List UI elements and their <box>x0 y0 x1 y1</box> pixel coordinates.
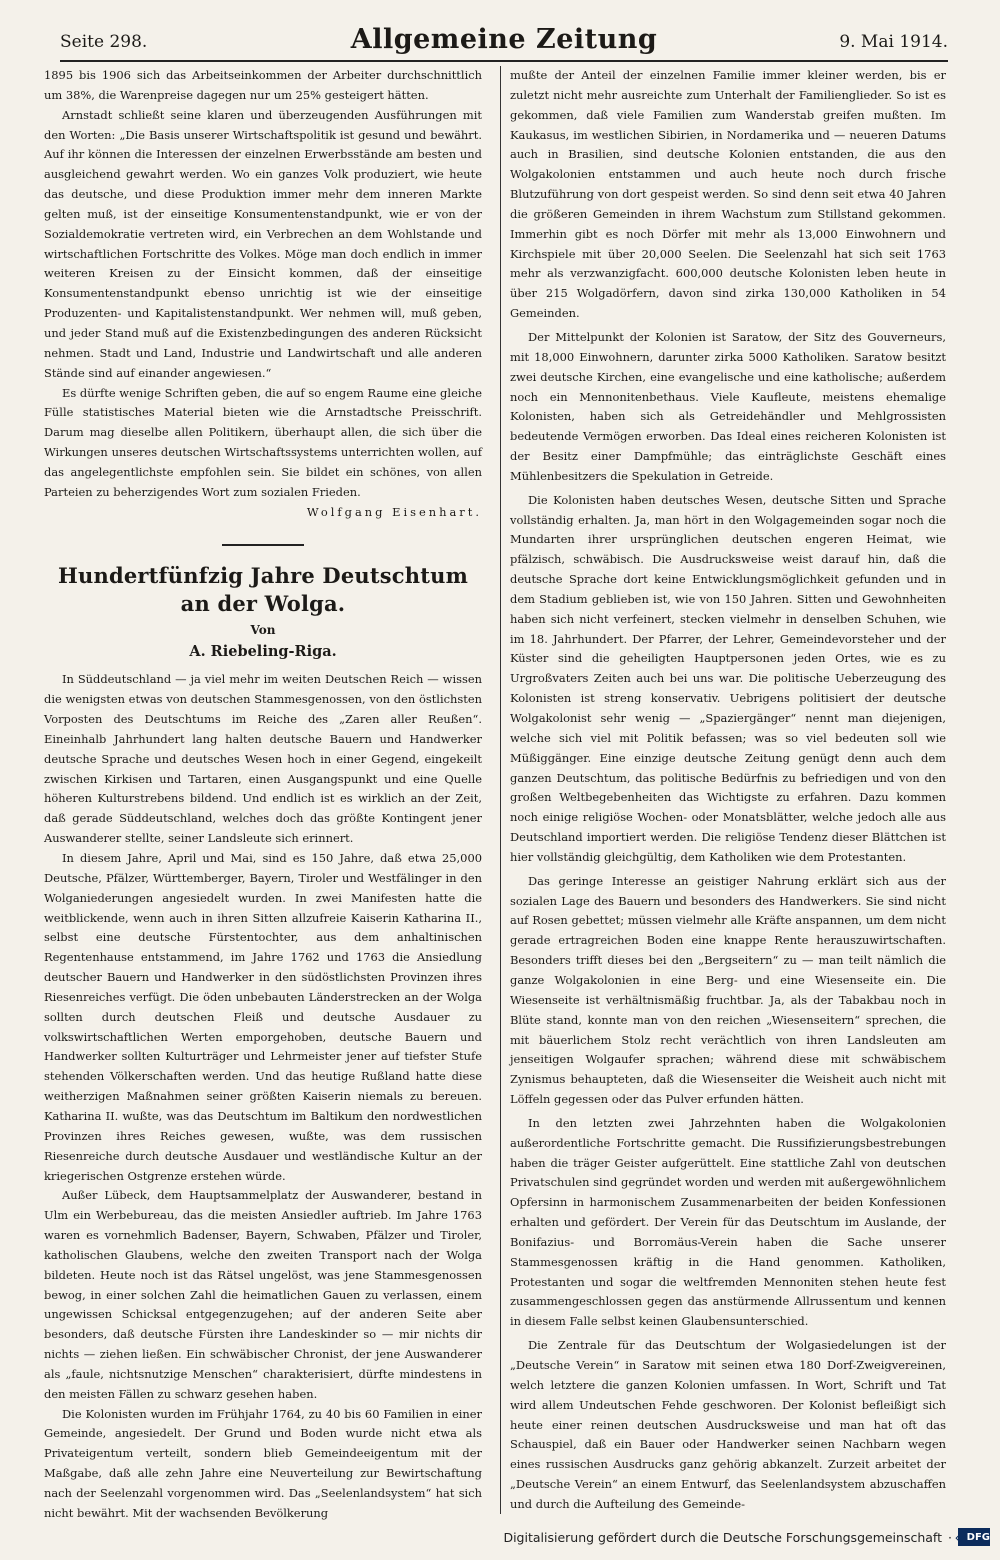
page-number: Seite 298. <box>60 32 148 52</box>
paragraph: Außer Lübeck, dem Hauptsammelplatz der Auswanderer, bestand in Ulm ein Werbebureau, das die meisten Ansiedler auftrieb. Im Jahre 1763 waren es vornehmlich Badenser, Bayern, Schwaben, Pfälzer und Tiroler, katholischen Glaubens, welche den zweiten Transport nach der Wolga bildeten. Heute noch ist das Rätsel ungelöst, was jene Stammesgenossen bewog, in einer solchen Zahl die heimatlichen Gauen zu verlassen, einem ungewissen Schicksal entgegenzugehen; auf der anderen Seite aber besonders, daß deutsche Fürsten ihre Landeskinder so — mir nichts dir nichts — ziehen ließen. Ein schwäbischer Chronist, der jene Auswanderer als „faule, nichtsnutzige Menschen“ charakterisiert, dürfte mindestens in den meisten Fällen zu schwarz gesehen haben. <box>44 1188 482 1401</box>
paragraph: 1895 bis 1906 sich das Arbeitseinkommen der Arbeiter durchschnittlich um 38%, die Warenpreise dagegen nur um 25% gesteigert hätten. <box>44 68 482 102</box>
article-author: A. Riebeling-Riga. <box>189 643 337 661</box>
paragraph: Die Kolonisten haben deutsches Wesen, deutsche Sitten und Sprache vollständig erhalten. Ja, man hört in den Wolgagemeinden sogar noch die Mundarten ihrer ursprünglichen deutschen engeren Heimat, wie pfälzisch, schwäbisch. Die Ausdrucksweise weist darauf hin, daß die deutsche Sprache dort keine Entwicklungsmöglichkeit gefunden und in dem Stadium geblieben ist, wie von 150 Jahren. Sitten und Gewohnheiten haben sich nicht verfeinert, stecken vielmehr in denselben Schuhen, wie im 18. Jahrhundert. Der Pfarrer, der Lehrer, Gemeindevorsteher und der Küster sind die geheiligten Hauptpersonen jeden Ortes, wie es zu Urgroßvaters Zeiten auch bei uns war. Die politische Ueberzeugung des Kolonisten ist streng konservativ. Uebrigens politisiert der deutsche Wolgakolonist sehr wenig — „Spaziergänger“ nennt man diejenigen, welche sich viel mit Politik befassen; was so viel bedeuten soll wie Müßiggänger. Eine einzige deutsche Zeitung genügt denn auch dem ganzen Deutschtum, das politische Bedürfnis zu befriedigen und von den großen Weltbegebenheiten das Wichtigste zu erfahren. Dazu kommen noch einige religiöse Wochen- oder Monatsblätter, welche jedoch alle aus Deutschland importiert werden. Die religiöse Tendenz dieser Blättchen ist hier vollständig gleichgültig, dem Katholiken wie dem Protestanten. <box>510 492 946 864</box>
footer-text: Digitalisierung gefördert durch die Deutsche Forschungsgemeinschaft <box>503 1529 943 1545</box>
dfg-logo <box>958 1528 990 1546</box>
issue-date: 9. Mai 1914. <box>839 32 948 52</box>
dfg-logo-label: DFG <box>966 1531 990 1543</box>
page-header <box>60 14 948 60</box>
paragraph: Der Mittelpunkt der Kolonien ist Saratow, der Sitz des Gouverneurs, mit 18,000 Einwohnern, darunter zirka 5000 Katholiken. Saratow besitzt zwei deutsche Kirchen, eine evangelische und eine katholische; außerdem noch ein Mennonitenbethaus. Viele Kaufleute, meistens ehemalige Kolonisten, haben sich als Getreidehändler und Mehlgrossisten bedeutende Vermögen erworben. Das Ideal eines reicheren Kolonisten ist der Besitz einer Dampfmühle; das einträglichste Geschäft eines Mühlenbesitzers die Spekulation in Getreide. <box>510 329 946 483</box>
left-column <box>44 66 482 1524</box>
right-column <box>510 66 946 1515</box>
article-separator <box>222 544 304 546</box>
paragraph: Das geringe Interesse an geistiger Nahrung erklärt sich aus der sozialen Lage des Bauern und besonders des Handwerkers. Sie sind nicht auf Rosen gebettet; müssen vielmehr alle Kräfte anspannen, um dem nicht gerade ertragreichen Boden eine knappe Rente herauszuwirtschaften. Besonders trifft dieses bei den „Bergseitern“ zu — man teilt nämlich die ganze Wolgakolonien in eine Berg- und eine Wiesenseite ein. Die Wiesenseite ist verhältnismäßig fruchtbar. Ja, als der Tabakbau noch in Blüte stand, konnte man von den reichen „Wiesenseitern“ sprechen, die mit bäuerlichem Stolz recht verächtlich von ihren Landsleuten am jenseitigen Wolgaufer sprachen; während diese mit schwäbischem Zynismus behaupteten, daß die Wiesenseiter die Weisheit auch nicht mit Löffeln gegessen oder das Pulver erfunden hätten. <box>510 873 946 1107</box>
newspaper-title: Allgemeine Zeitung <box>350 24 658 55</box>
column-divider <box>500 66 501 1514</box>
paragraph: mußte der Anteil der einzelnen Familie immer kleiner werden, bis er zuletzt nicht mehr ausreichte zum Unterhalt der Familienglieder. So ist es gekommen, daß viele Familien zum Wanderstab greifen mußten. Im Kaukasus, im westlichen Sibirien, in Nordamerika und — neueren Datums auch in Brasilien, sind deutsche Kolonien entstanden, die aus den Wolgakolonien entstammen und auch heute noch durch frische Blutzuführung von dort gespeist werden. So sind denn seit etwa 40 Jahren die größeren Gemeinden in ihrem Wachstum zum Stillstand gekommen. Immerhin gibt es noch Dörfer mit mehr als 13,000 Einwohnern und Kirchspiele mit über 20,000 Seelen. Die Seelenzahl hat sich seit 1763 mehr als verzwanzigfacht. 600,000 deutsche Kolonisten leben heute in über 215 Wolgadörfern, davon sind zirka 130,000 Katholiken in 54 Gemeinden. <box>510 68 946 321</box>
header-rule <box>60 60 948 62</box>
digitization-footer <box>503 1526 990 1548</box>
paragraph: Die Kolonisten wurden im Frühjahr 1764, zu 40 bis 60 Familien in einer Gemeinde, angesiedelt. Der Grund und Boden wurde nicht etwa als Privateigentum verteilt, sondern blieb Gemeindeeigentum mit der Maßgabe, daß alle zehn Jahre eine Neuverteilung zur Bewirtschaftung nach der Seelenzahl vorgenommen wird. Das „Seelenlandsystem“ hat sich nicht bewährt. Mit der wachsenden Bevölkerung <box>44 1406 482 1520</box>
paragraph: In den letzten zwei Jahrzehnten haben die Wolgakolonien außerordentliche Fortschritte gemacht. Die Russifizierungsbestrebungen haben die träger Geister aufgerüttelt. Eine stattliche Zahl von deutschen Privatschulen sind gegründet worden und werden mit außergewöhnlichem Opfersinn in harmonischem Zusammenarbeiten der beiden Konfessionen erhalten und gefördert. Der Verein für das Deutschtum im Auslande, der Bonifazius- und Borromäus-Verein haben die Sache unserer Stammesgenossen kräftig in die Hand genommen. Katholiken, Protestanten und sogar die weltfremden Mennoniten stehen heute fest zusammengeschlossen gegen das anstürmende Allrussentum und kennen in diesem Falle selbst keinen Glaubensunterschied. <box>510 1115 946 1329</box>
paragraph: Es dürfte wenige Schriften geben, die auf so engem Raume eine gleiche Fülle statistisches Material bieten wie die Arnstadtsche Preisschrift. Darum mag dieselbe allen Politikern, überhaupt allen, die sich über die Wirkungen unseres deutschen Wirtschaftssystems unterrichten wollen, auf das angelegentlichste empfohlen sein. Sie bildet ein schönes, von allen Parteien zu beherzigendes Wort zum sozialen Frieden. <box>44 385 482 499</box>
paragraph: In Süddeutschland — ja viel mehr im weiten Deutschen Reich — wissen die wenigsten etwas von deutschen Stammesgenossen, von den östlichsten Vorposten des Deutschtums im Reiche des „Zaren aller Reußen“. Eineinhalb Jahrhundert lang halten deutsche Bauern und Handwerker deutsche Sprache und deutsches Wesen hoch in einer Gegend, eingekeilt zwischen Kirkisen und Tartaren, einen Ausgangspunkt und eine Quelle höheren Kulturstrebens bildend. Und endlich ist es wirklich an der Zeit, daß gerade Süddeutschland, welches doch das größte Kontingent jener Auswanderer stellte, seiner Landsleute sich erinnert. <box>44 672 482 846</box>
paragraph: Arnstadt schließt seine klaren und überzeugenden Ausführungen mit den Worten: „Die Basis unserer Wirtschaftspolitik ist gesund und bewährt. Auf ihr können die Interessen der einzelnen Erwerbsstände am besten und ausgleichend gewahrt werden. Wo ein ganzes Volk produziert, wie heute das deutsche, und diese Produktion immer mehr dem inneren Markte gelten muß, ist der einseitige Konsumentenstandpunkt, wie er von der Sozialdemokratie vertreten wird, ein Verbrechen an dem Wohlstande und wirtschaftlichen Fortschritte des Volkes. Möge man doch endlich in immer weiteren Kreisen zu der Einsicht kommen, daß der einseitige Konsumentenstandpunkt ebenso unrichtig ist wie der einseitige Produzenten- und Kapitalistenstandpunkt. Wer nehmen will, muß geben, und jeder Stand muß auf die Existenzbedingungen des anderen Rücksicht nehmen. Stadt und Land, Industrie und Landwirtschaft und alle anderen Stände sind auf einander angewiesen.“ <box>44 107 482 380</box>
paragraph: Die Zentrale für das Deutschtum der Wolgasiedelungen ist der „Deutsche Verein“ in Saratow mit seinen etwa 180 Dorf-Zweigvereinen, welch letztere die ganzen Kolonien umfassen. In Wort, Schrift und Tat wird allem Undeutschen Fehde geschworen. Der Kolonist befleißigt sich heute einer reinen deutschen Ausdrucksweise und man hat oft das Schauspiel, daß ein Bauer oder Handwerker seinen Nachbarn wegen eines russischen Ausdrucks ganz gehörig abkanzelt. Zurzeit arbeitet der „Deutsche Verein“ an einem Entwurf, das Seelenlandsystem abzuschaffen und durch die Aufteilung des Gemeinde- <box>510 1338 946 1511</box>
separator-dot: · <box>948 1529 952 1545</box>
paragraph: In diesem Jahre, April und Mai, sind es 150 Jahre, daß etwa 25,000 Deutsche, Pfälzer, Württemberger, Bayern, Tiroler und Westfälinger in den Wolganiederungen angesiedelt wurden. In zwei Manifesten hatte die weitblickende, wenn auch in ihren Sitten allzufreie Kaiserin Katharina II., selbst eine deutsche Fürstentochter, aus dem anhaltinischen Regentenhause entstammend, im Jahre 1762 und 1763 die Ansiedlung deutscher Bauern und Handwerker in den südöstlichsten Provinzen ihres Riesenreiches verfügt. Die öden unbebauten Länderstrecken an der Wolga sollten durch deutschen Fleiß und deutsche Ausdauer zu volkswirtschaftlichen Werten emporgehoben, deutsche Bauern und Handwerker sollten Kulturträger und Lehrmeister jener auf tiefster Stufe stehenden Völkerschaften werden. Und das heutige Rußland hatte diese weitherzigen Maßnahmen seiner größten Kaiserin niemals zu bereuen. Katharina II. wußte, was das Deutschtum im Baltikum den nordwestlichen Provinzen ihres Reiches gewesen, wußte, was dem russischen Riesenreiche durch deutsche Ausdauer und westländische Kultur an der kriegerischen Ostgrenze erstehen würde. <box>44 851 482 1183</box>
byline-von: Von <box>250 623 276 638</box>
dfg-diamond-icon <box>955 1531 967 1543</box>
article-title: Hundertfünfzig Jahre Deutschtum an der Wolga. <box>57 563 469 617</box>
review-signature: Wolfgang Eisenhart. <box>306 504 482 519</box>
